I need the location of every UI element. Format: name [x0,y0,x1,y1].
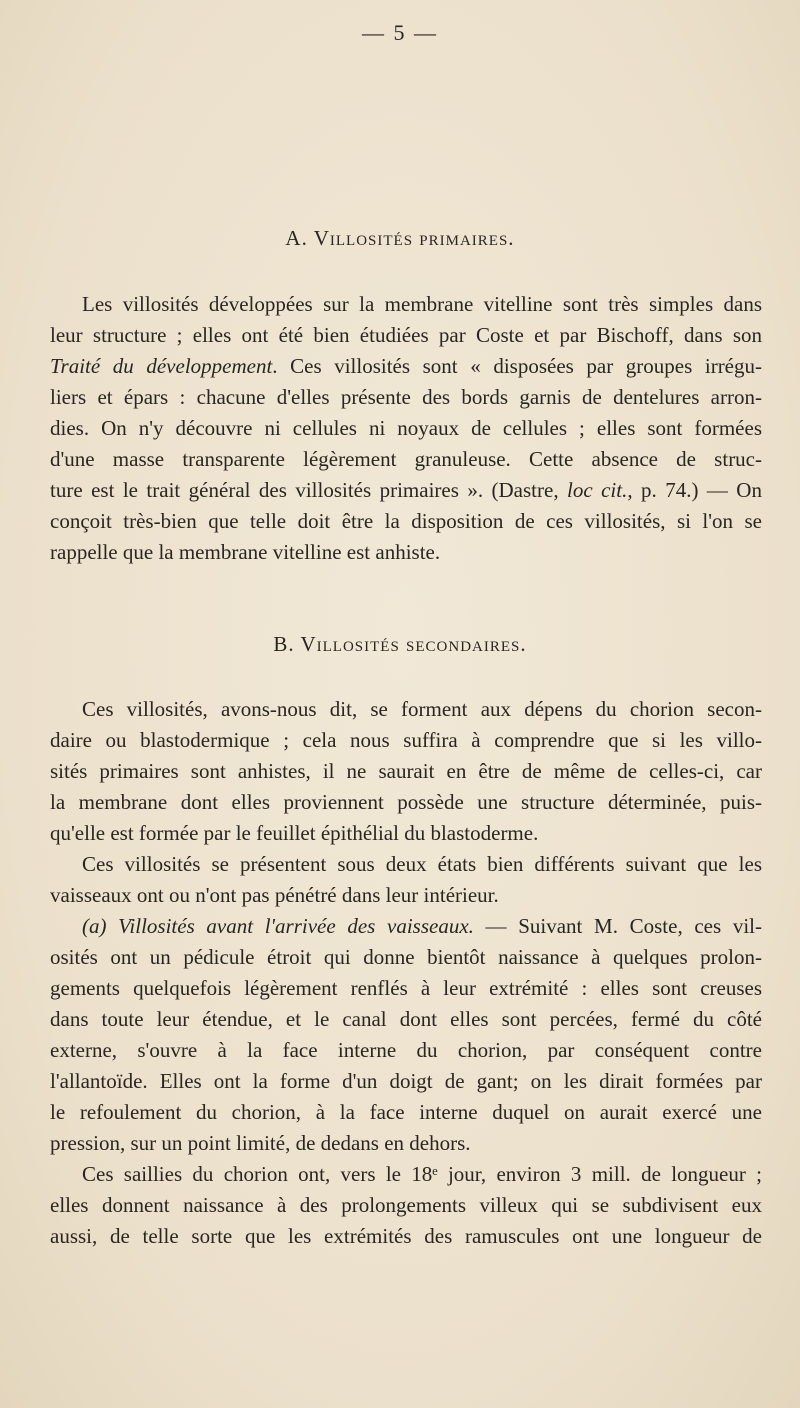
text-line [50,788,762,816]
text-line [50,1005,762,1033]
text-segment: d'une masse transparente légèrement granuleuse. Cette absence de struc- [50,447,762,471]
text-segment: osités ont un pédicule étroit qui donne bientôt naissance à quelques prolon- [50,945,762,969]
text-line [50,1222,762,1250]
text-line [50,819,762,847]
text-segment: Les villosités développées sur la membrane vitelline sont très simples dans [82,292,762,316]
text-segment: dies. On n'y découvre ni cellules ni noyaux de cellules ; elles sont formées [50,416,762,440]
text-segment: dans toute leur étendue, et le canal dont elles sont percées, fermé du côté [50,1007,762,1031]
text-line [50,1036,762,1064]
text-line [50,352,762,380]
text-line [82,290,762,318]
text-segment: , p. 74.) — On [627,478,762,502]
text-line [50,943,762,971]
italic-text: loc cit. [567,478,628,502]
text-segment: daire ou blastodermique ; cela nous suffira à comprendre que si les villo- [50,728,762,752]
text-segment: — Suivant M. Coste, ces vil- [473,914,762,938]
text-segment: ture est le trait général des villosités primaires ». (Dastre, [50,478,567,502]
text-segment: pression, sur un point limité, de dedans en dehors. [50,1131,471,1155]
text-line [82,850,762,878]
text-segment: la membrane dont elles proviennent possède une structure déterminée, puis- [50,790,762,814]
text-line [50,881,762,909]
text-line [50,1129,762,1157]
text-line [50,445,762,473]
section-b-title: B. Villosités secondaires. [273,632,527,656]
text-segment: qu'elle est formée par le feuillet épithélial du blastoderme. [50,821,539,845]
text-line [50,321,762,349]
text-line [50,538,762,566]
text-segment: externe, s'ouvre à la face interne du chorion, par conséquent contre [50,1038,762,1062]
section-a-heading [0,226,800,251]
text-segment: . Ces villosités sont « disposées par groupes irrégu- [272,354,762,378]
text-line [50,726,762,754]
text-line [50,414,762,442]
page-number: — 5 — [362,20,438,45]
text-line [50,757,762,785]
text-segment: Ces villosités se présentent sous deux états bien différents suivant que les [82,852,762,876]
italic-text: (a) Villosités avant l'arrivée des vaisseaux. [82,914,474,938]
text-line [82,695,762,723]
text-segment: gements quelquefois légèrement renflés à leur extrémité : elles sont creuses [50,976,762,1000]
text-segment: liers et épars : chacune d'elles présente des bords garnis de dentelures arron- [50,385,762,409]
text-line [50,383,762,411]
text-segment: sités primaires sont anhistes, il ne saurait en être de même de celles-ci, car [50,759,762,783]
section-a-title: A. Villosités primaires. [285,226,515,250]
text-segment: rappelle que la membrane vitelline est anhiste. [50,540,441,564]
text-segment: elles donnent naissance à des prolongements villeux qui se subdivisent eux [50,1193,762,1217]
text-line [50,507,762,535]
text-segment: Ces saillies du chorion ont, vers le 18ᵉ jour, environ 3 mill. de longueur ; [82,1162,762,1186]
text-line [50,1191,762,1219]
text-segment: Ces villosités, avons-nous dit, se forment aux dépens du chorion secon- [82,697,762,721]
text-segment: vaisseaux ont ou n'ont pas pénétré dans leur intérieur. [50,883,499,907]
text-segment: l'allantoïde. Elles ont la forme d'un doigt de gant; on les dirait formées par [50,1069,762,1093]
italic-text: Traité du développement [50,354,273,378]
text-segment: le refoulement du chorion, à la face interne duquel on aurait exercé une [50,1100,762,1124]
section-b-heading [0,632,800,657]
text-line [82,912,762,940]
text-segment: leur structure ; elles ont été bien étudiées par Coste et par Bischoff, dans son [50,323,762,347]
text-line [82,1160,762,1188]
text-line [50,1067,762,1095]
text-segment: aussi, de telle sorte que les extrémités des ramuscules ont une longueur de [50,1224,762,1248]
text-segment: conçoit très-bien que telle doit être la disposition de ces villosités, si l'on se [50,509,762,533]
text-line [50,974,762,1002]
text-line [50,476,762,504]
text-line [50,1098,762,1126]
